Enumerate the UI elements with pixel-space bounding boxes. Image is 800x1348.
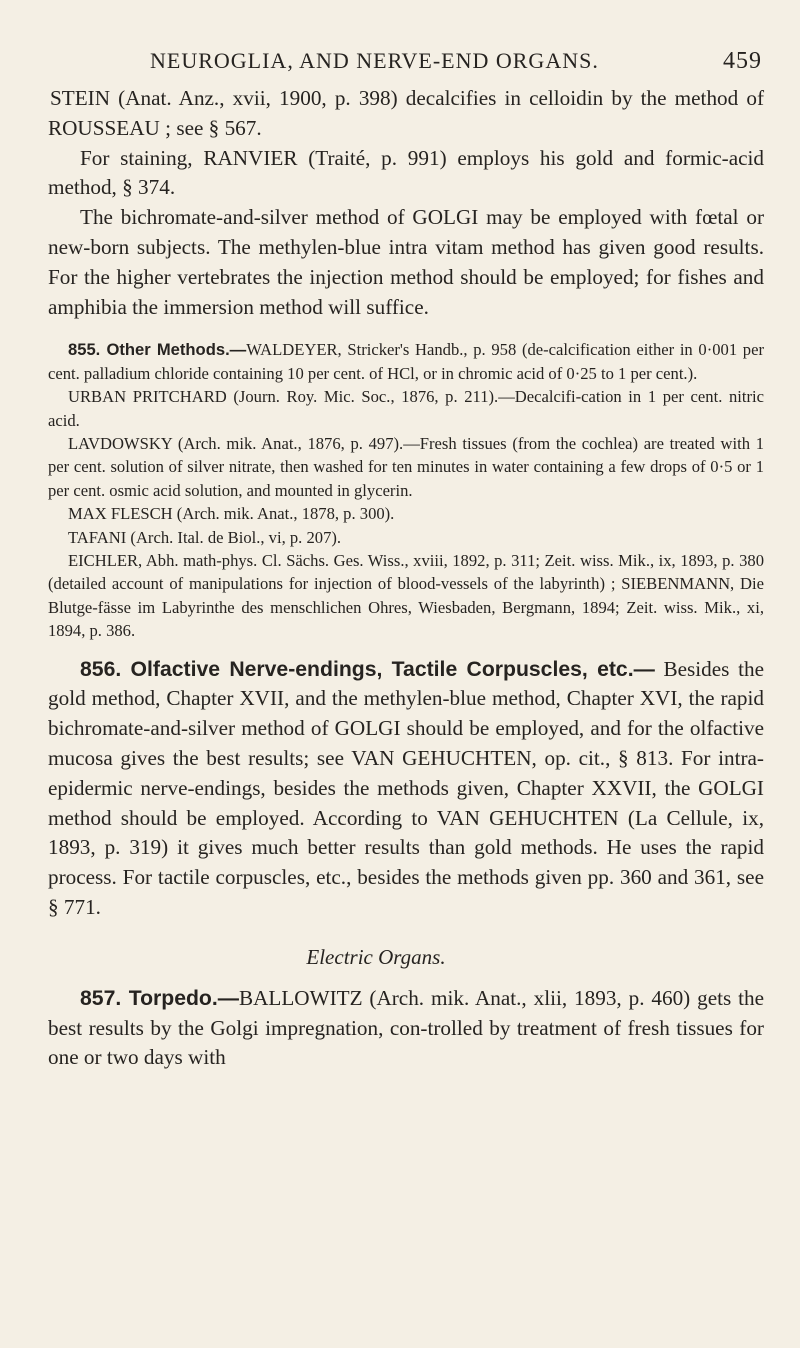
page-body bbox=[48, 84, 764, 1073]
section-857-body: BALLOWITZ (Arch. mik. Anat., xlii, 1893, p. 460) gets the best results by the Golgi impregnation, con-trolled by treatment of fresh tissues for one or two days with bbox=[48, 985, 764, 1070]
running-head bbox=[150, 48, 762, 74]
page-number: 459 bbox=[723, 48, 762, 74]
paragraph-stein: STEIN (Anat. Anz., xvii, 1900, p. 398) decalcifies in celloidin by the method of ROUSSEAU ; see § 567. bbox=[48, 86, 764, 140]
reference-entry: LAVDOWSKY (Arch. mik. Anat., 1876, p. 497).—Fresh tissues (from the cochlea) are treated with 1 per cent. solution of silver nitrate, then washed for ten minutes in water containing a few drops of 0·5 or 1 per cent. osmic acid solution, and mounted in glycerin. bbox=[48, 434, 764, 500]
reference-entry: URBAN PRITCHARD (Journ. Roy. Mic. Soc., 1876, p. 211).—Decalcifi-cation in 1 per cent. nitric acid. bbox=[48, 387, 764, 430]
reference-entry: MAX FLESCH (Arch. mik. Anat., 1878, p. 300). bbox=[68, 504, 395, 524]
reference-entry: EICHLER, Abh. math-phys. Cl. Sächs. Ges. Wiss., xviii, 1892, p. 311; Zeit. wiss. Mik., ix, 1893, p. 380 (detailed account of manipulations for injection of blood-vessels of the labyrinth) ; SIEBENMANN, Die Blutge-fässe im Labyrinthe des menschlichen Ohres, Wiesbaden, Bergmann, 1894; Zeit. wiss. Mik., xi, 1894, p. 386. bbox=[48, 551, 764, 641]
section-855-body: WALDEYER, Stricker's Handb., p. 958 (de-calcification either in 0·001 per cent. palladium chloride containing 10 per cent. of HCl, or in chromic acid of 0·25 to 1 per cent.). bbox=[48, 340, 764, 383]
section-857-paragraph bbox=[48, 984, 764, 1073]
reference-entry: TAFANI (Arch. Ital. de Biol., vi, p. 207). bbox=[68, 527, 342, 547]
section-855-paragraph bbox=[48, 338, 764, 385]
spacer bbox=[48, 643, 764, 655]
section-855-heading: 855. Other Methods.— bbox=[68, 340, 247, 360]
running-title: NEUROGLIA, AND NERVE-END ORGANS. bbox=[150, 48, 599, 73]
section-856-paragraph bbox=[48, 655, 764, 923]
section-857-heading: 857. Torpedo.— bbox=[80, 986, 239, 1010]
subheading-electric-organs: Electric Organs. bbox=[306, 944, 446, 969]
paragraph-ranvier: For staining, RANVIER (Traité, p. 991) employs his gold and formic-acid method, § 374. bbox=[48, 145, 764, 200]
section-856-heading: 856. Olfactive Nerve-endings, Tactile Corpuscles, etc.— bbox=[80, 657, 655, 681]
section-856-body: Besides the gold method, Chapter XVII, and the methylen-blue method, Chapter XVI, the rapid bichromate-and-silver method of GOLGI should be employed, and for the olfactive mucosa gives the best results; see VAN GEHUCHTEN, op. cit., § 813. For intra-epidermic nerve-endings, besides the methods given, Chapter XXVII, the GOLGI method should be employed. According to VAN GEHUCHTEN (La Cellule, ix, 1893, p. 319) it gives much better results than gold methods. He uses the rapid process. For tactile corpuscles, etc., besides the methods given pp. 360 and 361, see § 771. bbox=[48, 656, 764, 920]
paragraph-golgi: The bichromate-and-silver method of GOLGI may be employed with fœtal or new-born subjects. The methylen-blue intra vitam method has given good results. For the higher vertebrates the injection method should be employed; for fishes and amphibia the immersion method will suffice. bbox=[48, 205, 764, 319]
